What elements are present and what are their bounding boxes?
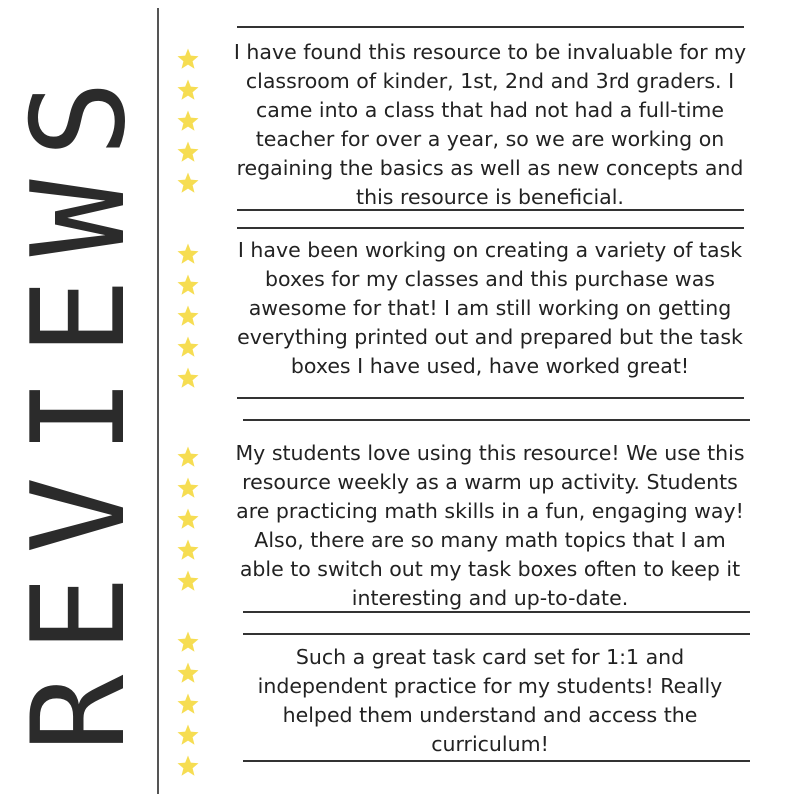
rating-stars [176, 47, 204, 202]
title-panel [5, 20, 154, 790]
star-icon [176, 538, 200, 562]
star-icon [176, 630, 200, 654]
review-divider [243, 633, 750, 635]
review-text: I have found this resource to be invaluable for my classroom of kinder, 1st, 2nd and 3rd graders. I came into a class that had not had a full-time teacher for over a year, so we are working on regaining the basics as well as new concepts and this resource is beneficial. [233, 40, 747, 209]
review-text: My students love using this resource! We use this resource weekly as a warm up activity. Students are practicing math skills in a fun, engaging way! Also, there are so many math topics that I am able to switch out my task boxes often to keep it interesting and up-to-date. [235, 441, 745, 610]
rating-stars [176, 630, 204, 785]
review-text: Such a great task card set for 1:1 and independent practice for my students! Really helped them understand and access the curriculum! [257, 645, 723, 756]
star-icon [176, 569, 200, 593]
star-icon [176, 335, 200, 359]
star-icon [176, 109, 200, 133]
review-divider [243, 419, 750, 421]
star-icon [176, 661, 200, 685]
review-divider [237, 227, 744, 229]
review-text: I have been working on creating a variety of task boxes for my classes and this purchase was awesome for that! I am still working on getting everything printed out and prepared but the task boxes I have used, have worked great! [237, 238, 743, 378]
rating-stars [176, 445, 204, 600]
review-divider [243, 760, 750, 762]
star-icon [176, 273, 200, 297]
review-divider [237, 397, 744, 399]
star-icon [176, 304, 200, 328]
star-icon [176, 445, 200, 469]
review-divider [243, 611, 750, 613]
star-icon [176, 171, 200, 195]
star-icon [176, 692, 200, 716]
star-icon [176, 476, 200, 500]
review-divider [237, 26, 744, 28]
star-icon [176, 140, 200, 164]
star-icon [176, 242, 200, 266]
vertical-divider [157, 8, 159, 794]
star-icon [176, 366, 200, 390]
star-icon [176, 723, 200, 747]
rating-stars [176, 242, 204, 397]
page-title: REVIEWS [5, 58, 154, 752]
star-icon [176, 754, 200, 778]
star-icon [176, 47, 200, 71]
star-icon [176, 78, 200, 102]
star-icon [176, 507, 200, 531]
review-divider [237, 209, 744, 211]
